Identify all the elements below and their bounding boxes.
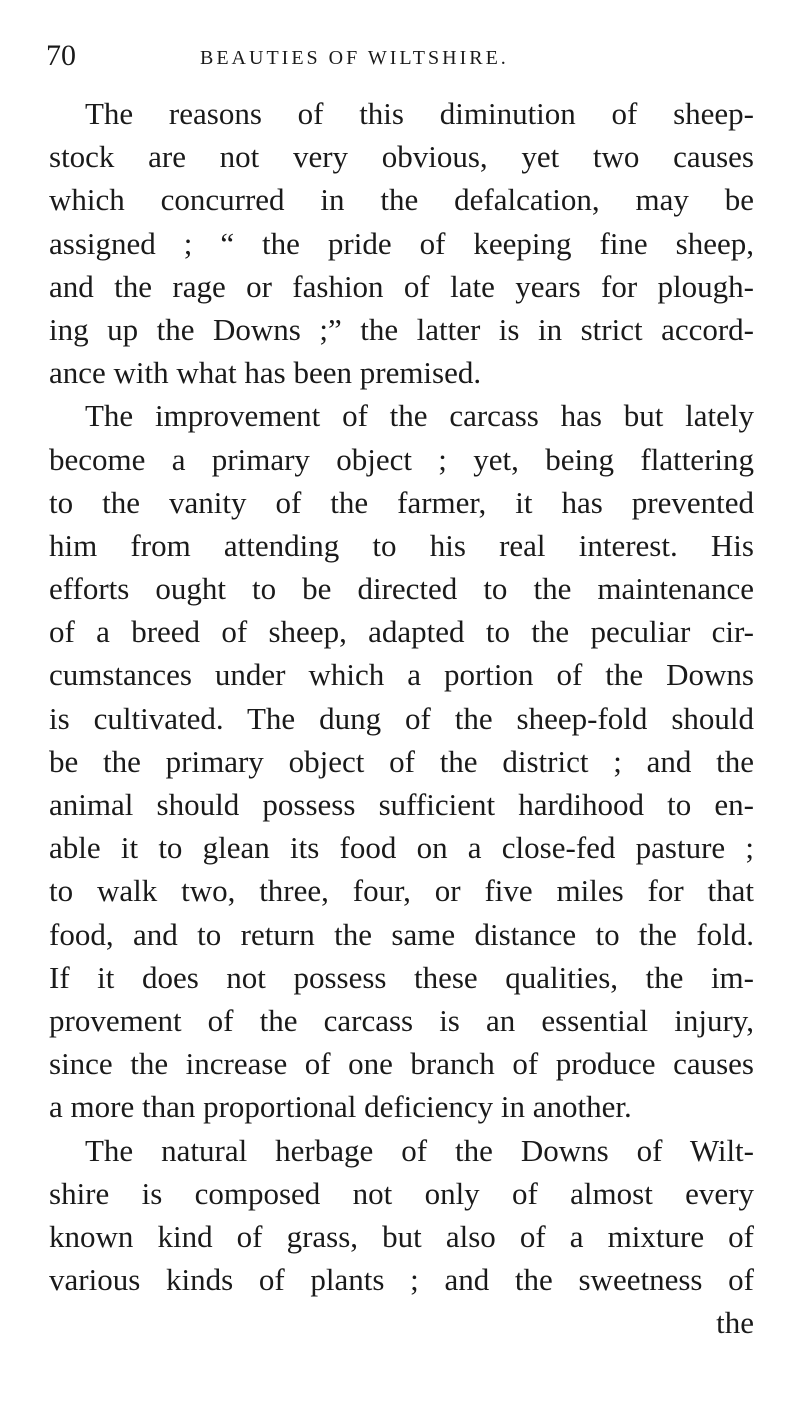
text-line: him from attending to his real interest. His <box>49 527 754 563</box>
text-line: to the vanity of the farmer, it has prevented <box>49 484 754 520</box>
text-line: food, and to return the same distance to the fold. <box>49 916 754 952</box>
catchword: the <box>716 1305 754 1341</box>
text-line: animal should possess sufficient hardihood to en- <box>49 787 754 822</box>
running-head <box>46 36 748 76</box>
text-line: be the primary object of the district ; and the <box>49 743 754 779</box>
text-line: shire is composed not only of almost every <box>49 1175 754 1211</box>
page-number: 70 <box>46 39 76 72</box>
text-line: is cultivated. The dung of the sheep-fold should <box>49 700 754 736</box>
text-line: efforts ought to be directed to the maintenance <box>49 571 754 607</box>
text-line: and the rage or fashion of late years for plough- <box>49 268 754 304</box>
text-line: stock are not very obvious, yet two causes <box>49 139 754 175</box>
running-title: BEAUTIES OF WILTSHIRE. <box>200 47 509 69</box>
text-line: become a primary object ; yet, being flattering <box>49 441 754 477</box>
text-line: to walk two, three, four, or five miles for that <box>49 873 754 909</box>
body-text <box>49 92 754 1344</box>
text-line: ing up the Downs ;” the latter is in strict accord- <box>49 311 754 347</box>
text-line: provement of the carcass is an essential injury, <box>49 1002 754 1038</box>
text-line: The reasons of this diminution of sheep- <box>85 96 754 131</box>
text-line: a more than proportional deficiency in another. <box>49 1089 632 1125</box>
text-line: since the increase of one branch of produce causes <box>49 1046 754 1082</box>
text-line: The natural herbage of the Downs of Wilt- <box>85 1132 754 1168</box>
text-line: various kinds of plants ; and the sweetness of <box>49 1262 754 1298</box>
text-line: which concurred in the defalcation, may be <box>49 182 754 218</box>
text-line: cumstances under which a portion of the Downs <box>49 657 754 693</box>
text-line: able it to glean its food on a close-fed pasture ; <box>49 830 754 866</box>
text-line: known kind of grass, but also of a mixture of <box>49 1218 754 1254</box>
text-line: The improvement of the carcass has but lately <box>85 398 754 434</box>
text-line: ance with what has been premised. <box>49 355 482 391</box>
text-line: If it does not possess these qualities, the im- <box>49 959 754 995</box>
text-line: assigned ; “ the pride of keeping fine sheep, <box>49 225 754 261</box>
text-line: of a breed of sheep, adapted to the peculiar cir- <box>49 614 754 650</box>
